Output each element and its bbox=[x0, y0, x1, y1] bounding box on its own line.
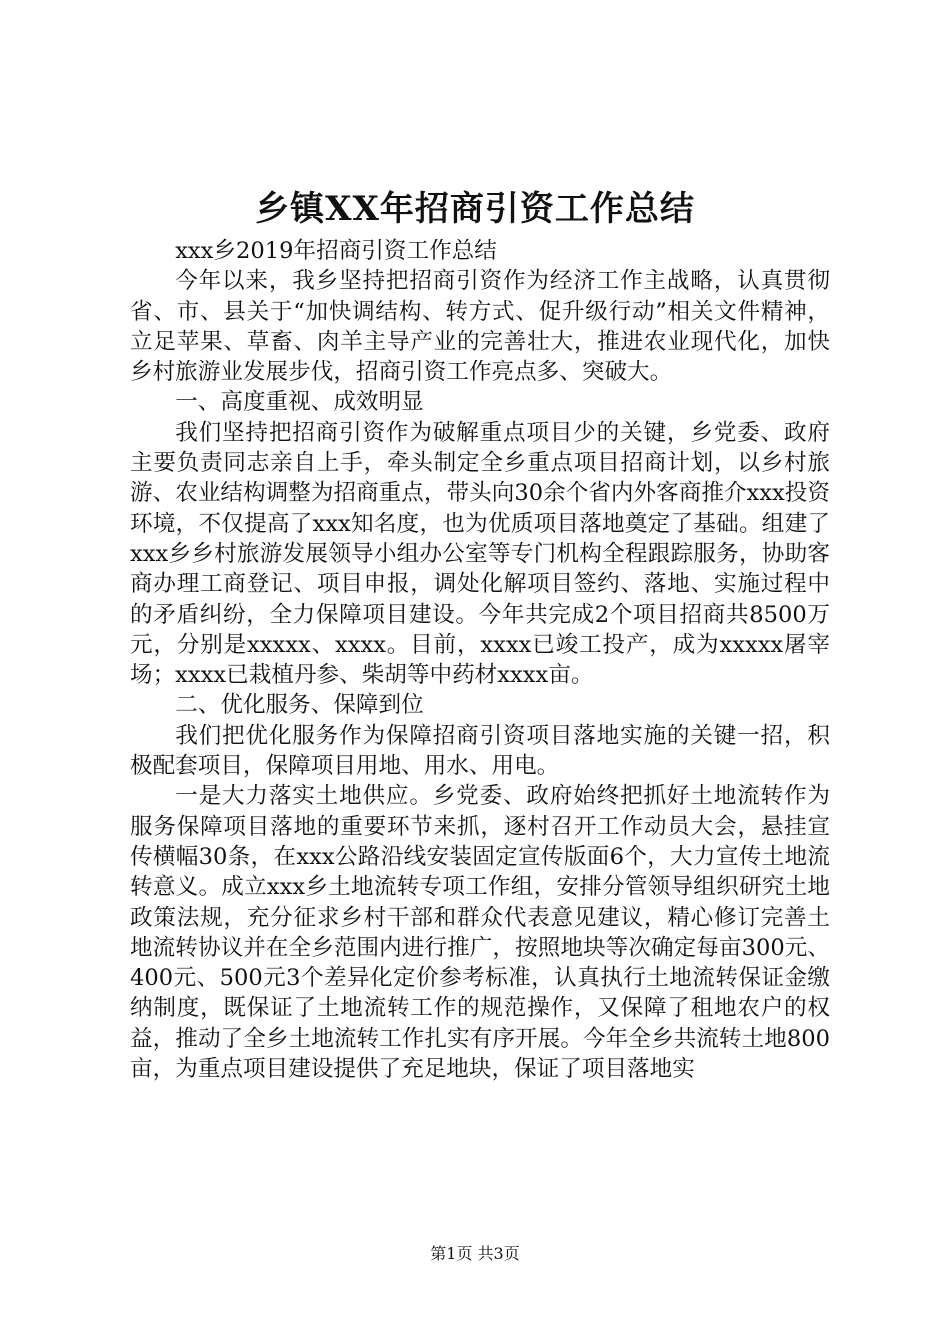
section-1-paragraph: 我们坚持把招商引资作为破解重点项目少的关键，乡党委、政府主要负责同志亲自上手，牵头制定全乡重点项目招商计划，以乡村旅游、农业结构调整为招商重点，带头向30余个省内外客商推介xxx投资环境，不仅提高了xxx知名度，也为优质项目落地奠定了基础。组建了xxx乡乡村旅游发展领导小组办公室等专门机构全程跟踪服务，协助客商办理工商登记、项目申报，调处化解项目签约、落地、实施过程中的矛盾纠纷，全力保障项目建设。今年共完成2个项目招商共8500万元，分别是xxxxx、xxxx。目前，xxxx已竣工投产，成为xxxxx屠宰场；xxxx已栽植丹参、柴胡等中药材xxxx亩。 bbox=[130, 419, 830, 689]
document-title: 乡镇XX年招商引资工作总结 bbox=[255, 189, 695, 229]
intro-paragraph: 今年以来，我乡坚持把招商引资作为经济工作主战略，认真贯彻省、市、县关于“加快调结构、转方式、促升级行动”相关文件精神，立足苹果、草畜、肉羊主导产业的完善壮大，推进农业现代化，加快乡村旅游业发展步伐，招商引资工作亮点多、突破大。 bbox=[130, 268, 830, 386]
section-heading-1: 一、高度重视、成效明显 bbox=[175, 389, 424, 416]
document-body bbox=[130, 236, 830, 1084]
section-2-point-1-paragraph: 一是大力落实土地供应。乡党委、政府始终把抓好土地流转作为服务保障项目落地的重要环节来抓，逐村召开工作动员大会，悬挂宣传横幅30条，在xxx公路沿线安装固定宣传版面6个，大力宣传土地流转意义。成立xxx乡土地流转专项工作组，安排分管领导组织研究土地政策法规，充分征求乡村干部和群众代表意见建议，精心修订完善土地流转协议并在全乡范围内进行推广，按照地块等次确定每亩300元、400元、500元3个差异化定价参考标准，认真执行土地流转保证金缴纳制度，既保证了土地流转工作的规范操作，又保障了租地农户的权益，推动了全乡土地流转工作扎实有序开展。今年全乡共流转土地800亩，为重点项目建设提供了充足地块，保证了项目落地实 bbox=[130, 783, 830, 1083]
section-heading-2: 二、优化服务、保障到位 bbox=[175, 692, 424, 719]
section-2-paragraph: 我们把优化服务作为保障招商引资项目落地实施的关键一招，积极配套项目，保障项目用地、用水、用电。 bbox=[130, 722, 830, 780]
page-footer: 第1页 共3页 bbox=[430, 1244, 520, 1263]
subtitle-paragraph: xxx乡2019年招商引资工作总结 bbox=[175, 238, 497, 264]
